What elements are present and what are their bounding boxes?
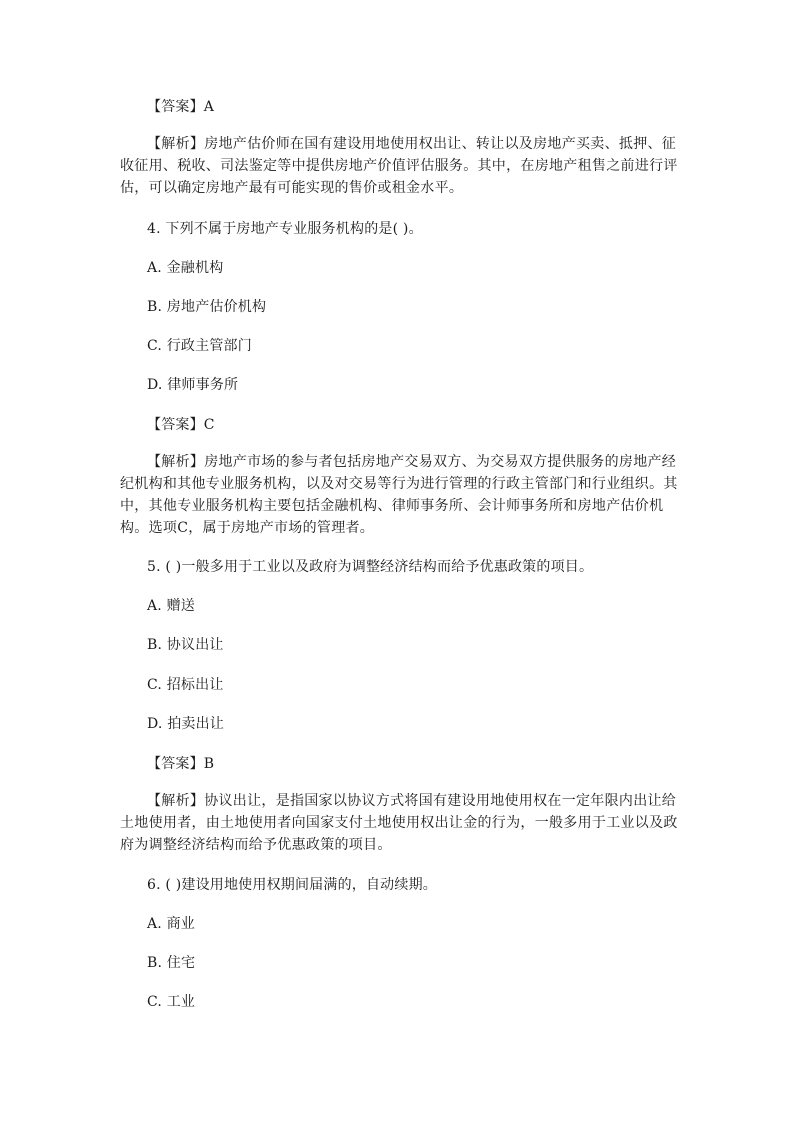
question-6-stem: 6. ( )建设用地使用权期间届满的，自动续期。 — [147, 877, 437, 893]
analysis-q4 — [120, 451, 680, 539]
question-5-option-a: A. 赠送 — [147, 598, 196, 614]
analysis-q5 — [120, 790, 680, 856]
analysis-q5-text: 【解析】协议出让，是指国家以协议方式将国有建设用地使用权在一定年限内出让给土地使用者，由土地使用者向国家支付土地使用权出让金的行为，一般多用于工业以及政府为调整经济结构而给予优惠政策的项目。 — [120, 793, 678, 853]
question-5-option-d: D. 拍卖出让 — [147, 716, 225, 732]
question-4-option-b: B. 房地产估价机构 — [147, 299, 267, 315]
question-6-option-a: A. 商业 — [147, 916, 196, 932]
answer-q4: 【答案】C — [147, 417, 215, 433]
question-6-option-b: B. 住宅 — [147, 955, 196, 971]
question-4-option-a: A. 金融机构 — [147, 260, 224, 276]
question-5-stem: 5. ( )一般多用于工业以及政府为调整经济结构而给予优惠政策的项目。 — [147, 559, 594, 575]
question-4-option-c: C. 行政主管部门 — [147, 338, 252, 354]
question-5-option-b: B. 协议出让 — [147, 637, 224, 653]
question-5-option-c: C. 招标出让 — [147, 677, 224, 693]
answer-q3: 【答案】A — [147, 99, 215, 115]
analysis-q3 — [120, 133, 680, 199]
answer-q5: 【答案】B — [147, 756, 215, 772]
question-4-option-d: D. 律师事务所 — [147, 377, 239, 393]
analysis-q3-text: 【解析】房地产估价师在国有建设用地使用权出让、转让以及房地产买卖、抵押、征收征用、税收、司法鉴定等中提供房地产价值评估服务。其中，在房地产租售之前进行评估，可以确定房地产最有可能实现的售价或租金水平。 — [120, 136, 678, 196]
analysis-q4-text: 【解析】房地产市场的参与者包括房地产交易双方、为交易双方提供服务的房地产经纪机构和其他专业服务机构，以及对交易等行为进行管理的行政主管部门和行业组织。其中，其他专业服务机构主要包括金融机构、律师事务所、会计师事务所和房地产估价机构。选项C，属于房地产市场的管理者。 — [120, 454, 678, 536]
question-4-stem: 4. 下列不属于房地产专业服务机构的是( )。 — [147, 221, 423, 237]
question-6-option-c: C. 工业 — [147, 994, 196, 1010]
